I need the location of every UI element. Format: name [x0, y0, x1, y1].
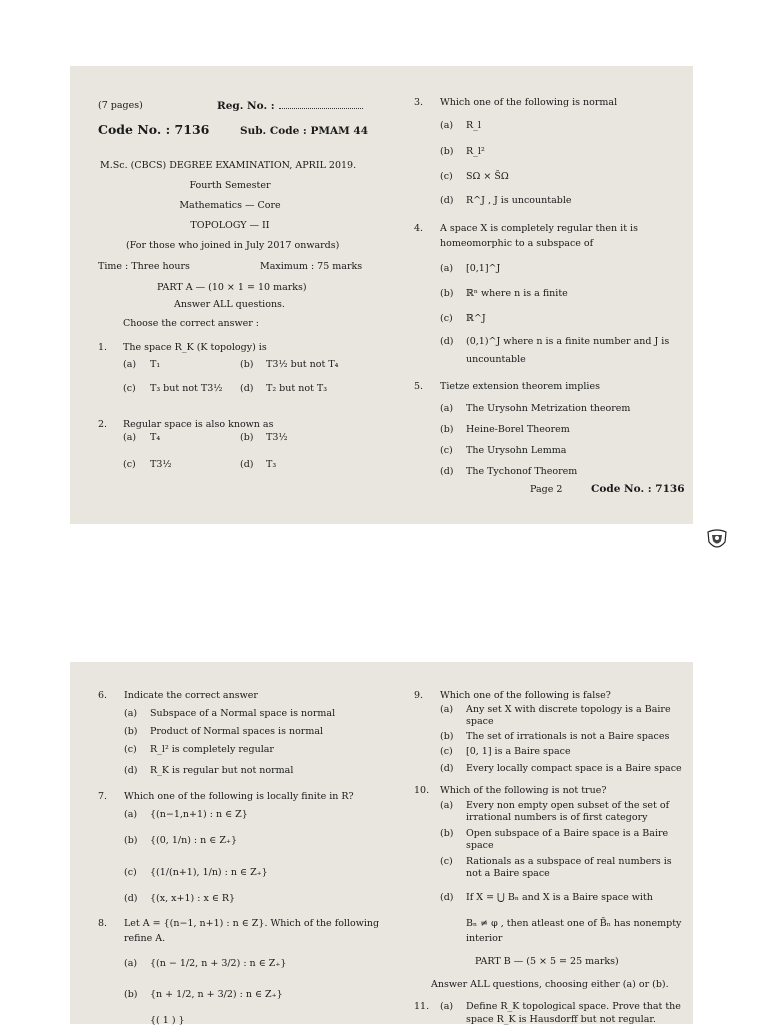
pages-count: (7 pages) — [98, 100, 143, 111]
q4-b-label: (b) — [440, 288, 454, 299]
q6-text: Indicate the correct answer — [124, 690, 258, 701]
q10-d-option-line1: If X = ⋃ Bₙ and X is a Baire space with — [466, 892, 653, 903]
q3-d-label: (d) — [440, 195, 454, 206]
q5-number: 5. — [414, 381, 424, 392]
q10-d-option-line3: interior — [466, 933, 503, 944]
q4-d-option-line2: uncountable — [466, 354, 526, 365]
q5-d-option: The Tychonof Theorem — [466, 466, 578, 477]
q1-a-option: T₁ — [150, 359, 161, 370]
footer-code-no: Code No. : 7136 — [591, 483, 685, 495]
q5-b-label: (b) — [440, 424, 454, 435]
q7-a-label: (a) — [124, 809, 138, 820]
q1-b-label: (b) — [240, 359, 254, 370]
sub-code: Sub. Code : PMAM 44 — [240, 125, 368, 137]
q1-d-label: (d) — [240, 383, 254, 394]
q5-a-option: The Urysohn Metrization theorem — [466, 403, 631, 414]
q11-a-text-line1: Define R_K topological space. Prove that the — [466, 1001, 681, 1012]
q10-text: Which of the following is not true? — [440, 785, 607, 796]
choose-instruction: Choose the correct answer : — [123, 318, 259, 329]
q6-c-label: (c) — [124, 744, 137, 755]
q4-a-label: (a) — [440, 263, 454, 274]
q9-c-option: [0, 1] is a Baire space — [466, 746, 571, 757]
q4-d-option-line1: (0,1)^J where n is a finite number and J is — [466, 336, 670, 347]
q10-b-label: (b) — [440, 828, 454, 839]
part-a-heading: PART A — (10 × 1 = 10 marks) — [157, 282, 307, 293]
q1-text: The space R_K (K topology) is — [123, 342, 267, 353]
q4-d-label: (d) — [440, 336, 454, 347]
q7-d-option: {(x, x+1) : x ∈ R} — [150, 893, 236, 904]
time-allowed: Time : Three hours — [98, 261, 190, 272]
q6-d-option: R_K is regular but not normal — [150, 765, 294, 776]
q2-c-label: (c) — [123, 459, 136, 470]
page-number: Page 2 — [530, 484, 563, 495]
q7-d-label: (d) — [124, 893, 138, 904]
q10-number: 10. — [414, 785, 430, 796]
q8-b-option: {n + 1/2, n + 3/2) : n ∈ Z₊} — [150, 989, 283, 1000]
q5-c-label: (c) — [440, 445, 453, 456]
q10-d-option-line2: Bₙ ≠ φ , then atleast one of B̄ₙ has nonempty — [466, 918, 682, 929]
q3-a-option: R_l — [466, 120, 481, 131]
q10-a-option-line1: Every non empty open subset of the set of — [466, 800, 670, 811]
q10-a-label: (a) — [440, 800, 454, 811]
code-no: Code No. : 7136 — [98, 122, 210, 137]
q8-a-label: (a) — [124, 958, 138, 969]
q7-a-option: {(n−1,n+1) : n ∈ Z} — [150, 809, 248, 820]
q7-text: Which one of the following is locally finite in R? — [124, 791, 354, 802]
q4-a-option: [0,1]^J — [466, 263, 501, 274]
answer-all-instruction: Answer ALL questions. — [174, 299, 285, 310]
q4-text-line1: A space X is completely regular then it is — [440, 223, 638, 234]
q6-a-label: (a) — [124, 708, 138, 719]
q1-d-option: T₂ but not T₃ — [266, 383, 328, 394]
subject: Mathematics — Core — [179, 200, 281, 211]
q2-text: Regular space is also known as — [123, 419, 274, 430]
q10-b-option-line1: Open subspace of a Baire space is a Baire — [466, 828, 669, 839]
q8-text-line2: refine A. — [124, 933, 166, 944]
q7-c-label: (c) — [124, 867, 137, 878]
q9-number: 9. — [414, 690, 424, 701]
q1-b-option: T3½ but not T₄ — [266, 359, 339, 370]
reg-no-label: Reg. No. : — [217, 100, 363, 112]
q9-d-label: (d) — [440, 763, 454, 774]
q10-c-option-line1: Rationals as a subspace of real numbers is — [466, 856, 672, 867]
q6-d-label: (d) — [124, 765, 138, 776]
q2-d-option: T₃ — [266, 459, 277, 470]
q1-c-label: (c) — [123, 383, 136, 394]
q10-c-label: (c) — [440, 856, 453, 867]
q3-number: 3. — [414, 97, 424, 108]
q1-number: 1. — [98, 342, 108, 353]
q9-b-label: (b) — [440, 731, 454, 742]
q4-c-option: ℝ^J — [466, 313, 486, 324]
q4-b-option: ℝⁿ where n is a finite — [466, 288, 568, 299]
q5-text: Tietze extension theorem implies — [440, 381, 600, 392]
q9-a-option-line1: Any set X with discrete topology is a Baire — [466, 704, 671, 715]
q8-text-line1: Let A = {(n−1, n+1) : n ∈ Z}. Which of the following — [124, 918, 380, 929]
q7-b-option: {(0, 1/n) : n ∈ Z₊} — [150, 835, 237, 846]
q9-c-label: (c) — [440, 746, 453, 757]
q10-c-option-line2: not a Baire space — [466, 868, 550, 879]
q3-d-option: R^J , J is uncountable — [466, 195, 572, 206]
q11-a-label: (a) — [440, 1001, 454, 1012]
q7-number: 7. — [98, 791, 108, 802]
q4-number: 4. — [414, 223, 424, 234]
q7-b-label: (b) — [124, 835, 138, 846]
q2-a-option: T₄ — [150, 432, 161, 443]
part-b-instruction: Answer ALL questions, choosing either (a) or (b). — [431, 979, 669, 990]
q6-c-option: R_l² is completely regular — [150, 744, 274, 755]
q2-a-label: (a) — [123, 432, 137, 443]
q9-b-option: The set of irrationals is not a Baire spaces — [466, 731, 670, 742]
q5-d-label: (d) — [440, 466, 454, 477]
q3-c-label: (c) — [440, 171, 453, 182]
q9-text: Which one of the following is false? — [440, 690, 611, 701]
q3-text: Which one of the following is normal — [440, 97, 618, 108]
q5-c-option: The Urysohn Lemma — [466, 445, 567, 456]
q2-d-label: (d) — [240, 459, 254, 470]
q5-b-option: Heine-Borel Theorem — [466, 424, 570, 435]
q8-c-option-partial: {( 1 ) } — [150, 1015, 185, 1026]
paper-title: TOPOLOGY — II — [190, 220, 270, 231]
q10-b-option-line2: space — [466, 840, 494, 851]
q5-a-label: (a) — [440, 403, 454, 414]
university-seal-icon — [706, 528, 728, 552]
q4-c-label: (c) — [440, 313, 453, 324]
q8-b-label: (b) — [124, 989, 138, 1000]
q4-text-line2: homeomorphic to a subspace of — [440, 238, 594, 249]
q9-d-option: Every locally compact space is a Baire space — [466, 763, 682, 774]
q3-c-option: SΩ × S̄Ω — [466, 171, 509, 182]
q8-a-option: {(n − 1/2, n + 3/2) : n ∈ Z₊} — [150, 958, 287, 969]
q2-b-label: (b) — [240, 432, 254, 443]
batch-note: (For those who joined in July 2017 onwards) — [126, 240, 340, 251]
q9-a-option-line2: space — [466, 716, 494, 727]
q7-c-option: {(1/(n+1), 1/n) : n ∈ Z₊} — [150, 867, 268, 878]
part-b-heading: PART B — (5 × 5 = 25 marks) — [475, 956, 619, 967]
q8-number: 8. — [98, 918, 108, 929]
maximum-marks: Maximum : 75 marks — [260, 261, 363, 272]
exam-title: M.Sc. (CBCS) DEGREE EXAMINATION, APRIL 2019. — [100, 160, 357, 171]
q1-c-option: T₃ but not T3½ — [150, 383, 223, 394]
q3-b-label: (b) — [440, 146, 454, 157]
q9-a-label: (a) — [440, 704, 454, 715]
semester: Fourth Semester — [189, 180, 271, 191]
q2-number: 2. — [98, 419, 108, 430]
q1-a-label: (a) — [123, 359, 137, 370]
q2-b-option: T3½ — [266, 432, 288, 443]
q10-a-option-line2: irrational numbers is of first category — [466, 812, 648, 823]
q3-b-option: R_l² — [466, 146, 485, 157]
q6-number: 6. — [98, 690, 108, 701]
q6-b-label: (b) — [124, 726, 138, 737]
q6-b-option: Product of Normal spaces is normal — [150, 726, 324, 737]
q10-d-label: (d) — [440, 892, 454, 903]
q3-a-label: (a) — [440, 120, 454, 131]
q2-c-option: T3½ — [150, 459, 172, 470]
q11-a-text-line2: space R_K is Hausdorff but not regular. — [466, 1014, 656, 1025]
q6-a-option: Subspace of a Normal space is normal — [150, 708, 336, 719]
q11-number: 11. — [414, 1001, 430, 1012]
